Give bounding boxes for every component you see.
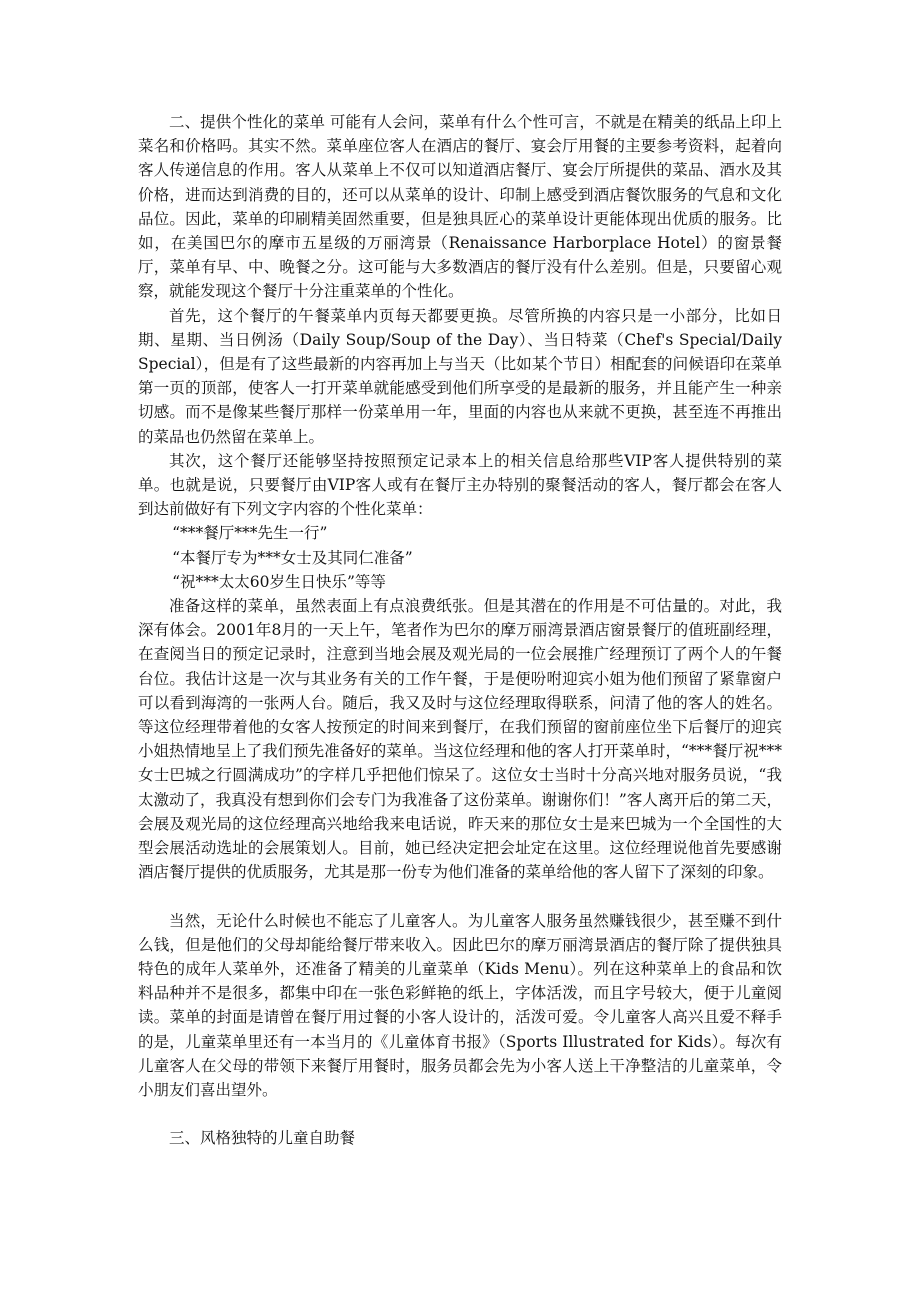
- quote-line-2: “本餐厅专为***女士及其同仁准备”: [172, 548, 413, 567]
- quote-line-1: “***餐厅***先生一行”: [172, 524, 328, 543]
- paragraph-personalized-menu: 二、提供个性化的菜单 可能有人会问，菜单有什么个性可言，不就是在精美的纸品上印上菜名和价格吗。其实不然。菜单座位客人在酒店的餐厅、宴会厅用餐的主要参考资料，起着向客人传递信息的作用。客人从菜单上不仅可以知道酒店餐厅、宴会厅所提供的菜品、酒水及其价格，进而达到消费的目的，还可以从菜单的设计、印制上感受到酒店餐饮服务的气息和文化品位。因此，菜单的印刷精美固然重要，但是独具匠心的菜单设计更能体现出优质的服务。比如，在美国巴尔的摩市五星级的万丽湾景（Renaissance Harborplace Hotel）的窗景餐厅，菜单有早、中、晚餐之分。这可能与大多数酒店的餐厅没有什么差别。但是，只要留心观察，就能发现这个餐厅十分注重菜单的个性化。: [138, 113, 782, 301]
- section-heading-3: 三、风格独特的儿童自助餐: [169, 1129, 356, 1148]
- document-page: [138, 110, 782, 1150]
- paragraph-vip-menu: 其次，这个餐厅还能够坚持按照预定记录本上的相关信息给那些VIP客人提供特别的菜单。也就是说，只要餐厅由VIP客人或有在餐厅主办特别的聚餐活动的客人，餐厅都会在客人到达前做好有下列文字内容的个性化菜单：: [138, 451, 782, 519]
- quote-line-3: “祝***太太60岁生日快乐”等等: [172, 572, 386, 591]
- paragraph-kids-menu: 当然，无论什么时候也不能忘了儿童客人。为儿童客人服务虽然赚钱很少，甚至赚不到什么钱，但是他们的父母却能给餐厅带来收入。因此巴尔的摩万丽湾景酒店的餐厅除了提供独具特色的成年人菜单外，还准备了精美的儿童菜单（Kids Menu）。列在这种菜单上的食品和饮料品种并不是很多，都集中印在一张色彩鲜艳的纸上，字体活泼，而且字号较大，便于儿童阅读。菜单的封面是请曾在餐厅用过餐的小客人设计的，活泼可爱。令儿童客人高兴且爱不释手的是，儿童菜单里还有一本当月的《儿童体育书报》（Sports Illustrated for Kids）。每次有儿童客人在父母的带领下来餐厅用餐时，服务员都会先为小客人送上干净整洁的儿童菜单，令小朋友们喜出望外。: [138, 911, 782, 1099]
- paragraph-lunch-menu-daily: 首先，这个餐厅的午餐菜单内页每天都要更换。尽管所换的内容只是一小部分，比如日期、星期、当日例汤（Daily Soup/Soup of the Day）、当日特菜（Chef's Special/Daily Special），但是有了这些最新的内容再加上与当天（比如某个节日）相配套的问候语印在菜单第一页的顶部，使客人一打开菜单就能感受到他们所享受的是最新的服务，并且能产生一种亲切感。而不是像某些餐厅那样一份菜单用一年，里面的内容也从来就不更换，甚至连不再推出的菜品也仍然留在菜单上。: [138, 306, 782, 446]
- paragraph-spacer: [138, 885, 782, 909]
- paragraph-anecdote: 准备这样的菜单，虽然表面上有点浪费纸张。但是其潜在的作用是不可估量的。对此，我深有体会。2001年8月的一天上午，笔者作为巴尔的摩万丽湾景酒店窗景餐厅的值班副经理，在查阅当日的预定记录时，注意到当地会展及观光局的一位会展推广经理预订了两个人的午餐台位。我估计这是一次与其业务有关的工作午餐，于是便吩咐迎宾小姐为他们预留了紧靠窗户可以看到海湾的一张两人台。随后，我又及时与这位经理取得联系，问清了他的客人的姓名。等这位经理带着他的女客人按预定的时间来到餐厅，在我们预留的窗前座位坐下后餐厅的迎宾小姐热情地呈上了我们预先准备好的菜单。当这位经理和他的客人打开菜单时，“***餐厅祝***女士巴城之行圆满成功”的字样几乎把他们惊呆了。这位女士当时十分高兴地对服务员说，“我太激动了，我真没有想到你们会专门为我准备了这份菜单。谢谢你们！”客人离开后的第二天，会展及观光局的这位经理高兴地给我来电话说，昨天来的那位女士是来巴城为一个全国性的大型会展活动选址的会展策划人。目前，她已经决定把会址定在这里。这位经理说他首先要感谢酒店餐厅提供的优质服务，尤其是那一份专为他们准备的菜单给他的客人留下了深刻的印象。: [138, 597, 782, 882]
- paragraph-spacer: [138, 1102, 782, 1126]
